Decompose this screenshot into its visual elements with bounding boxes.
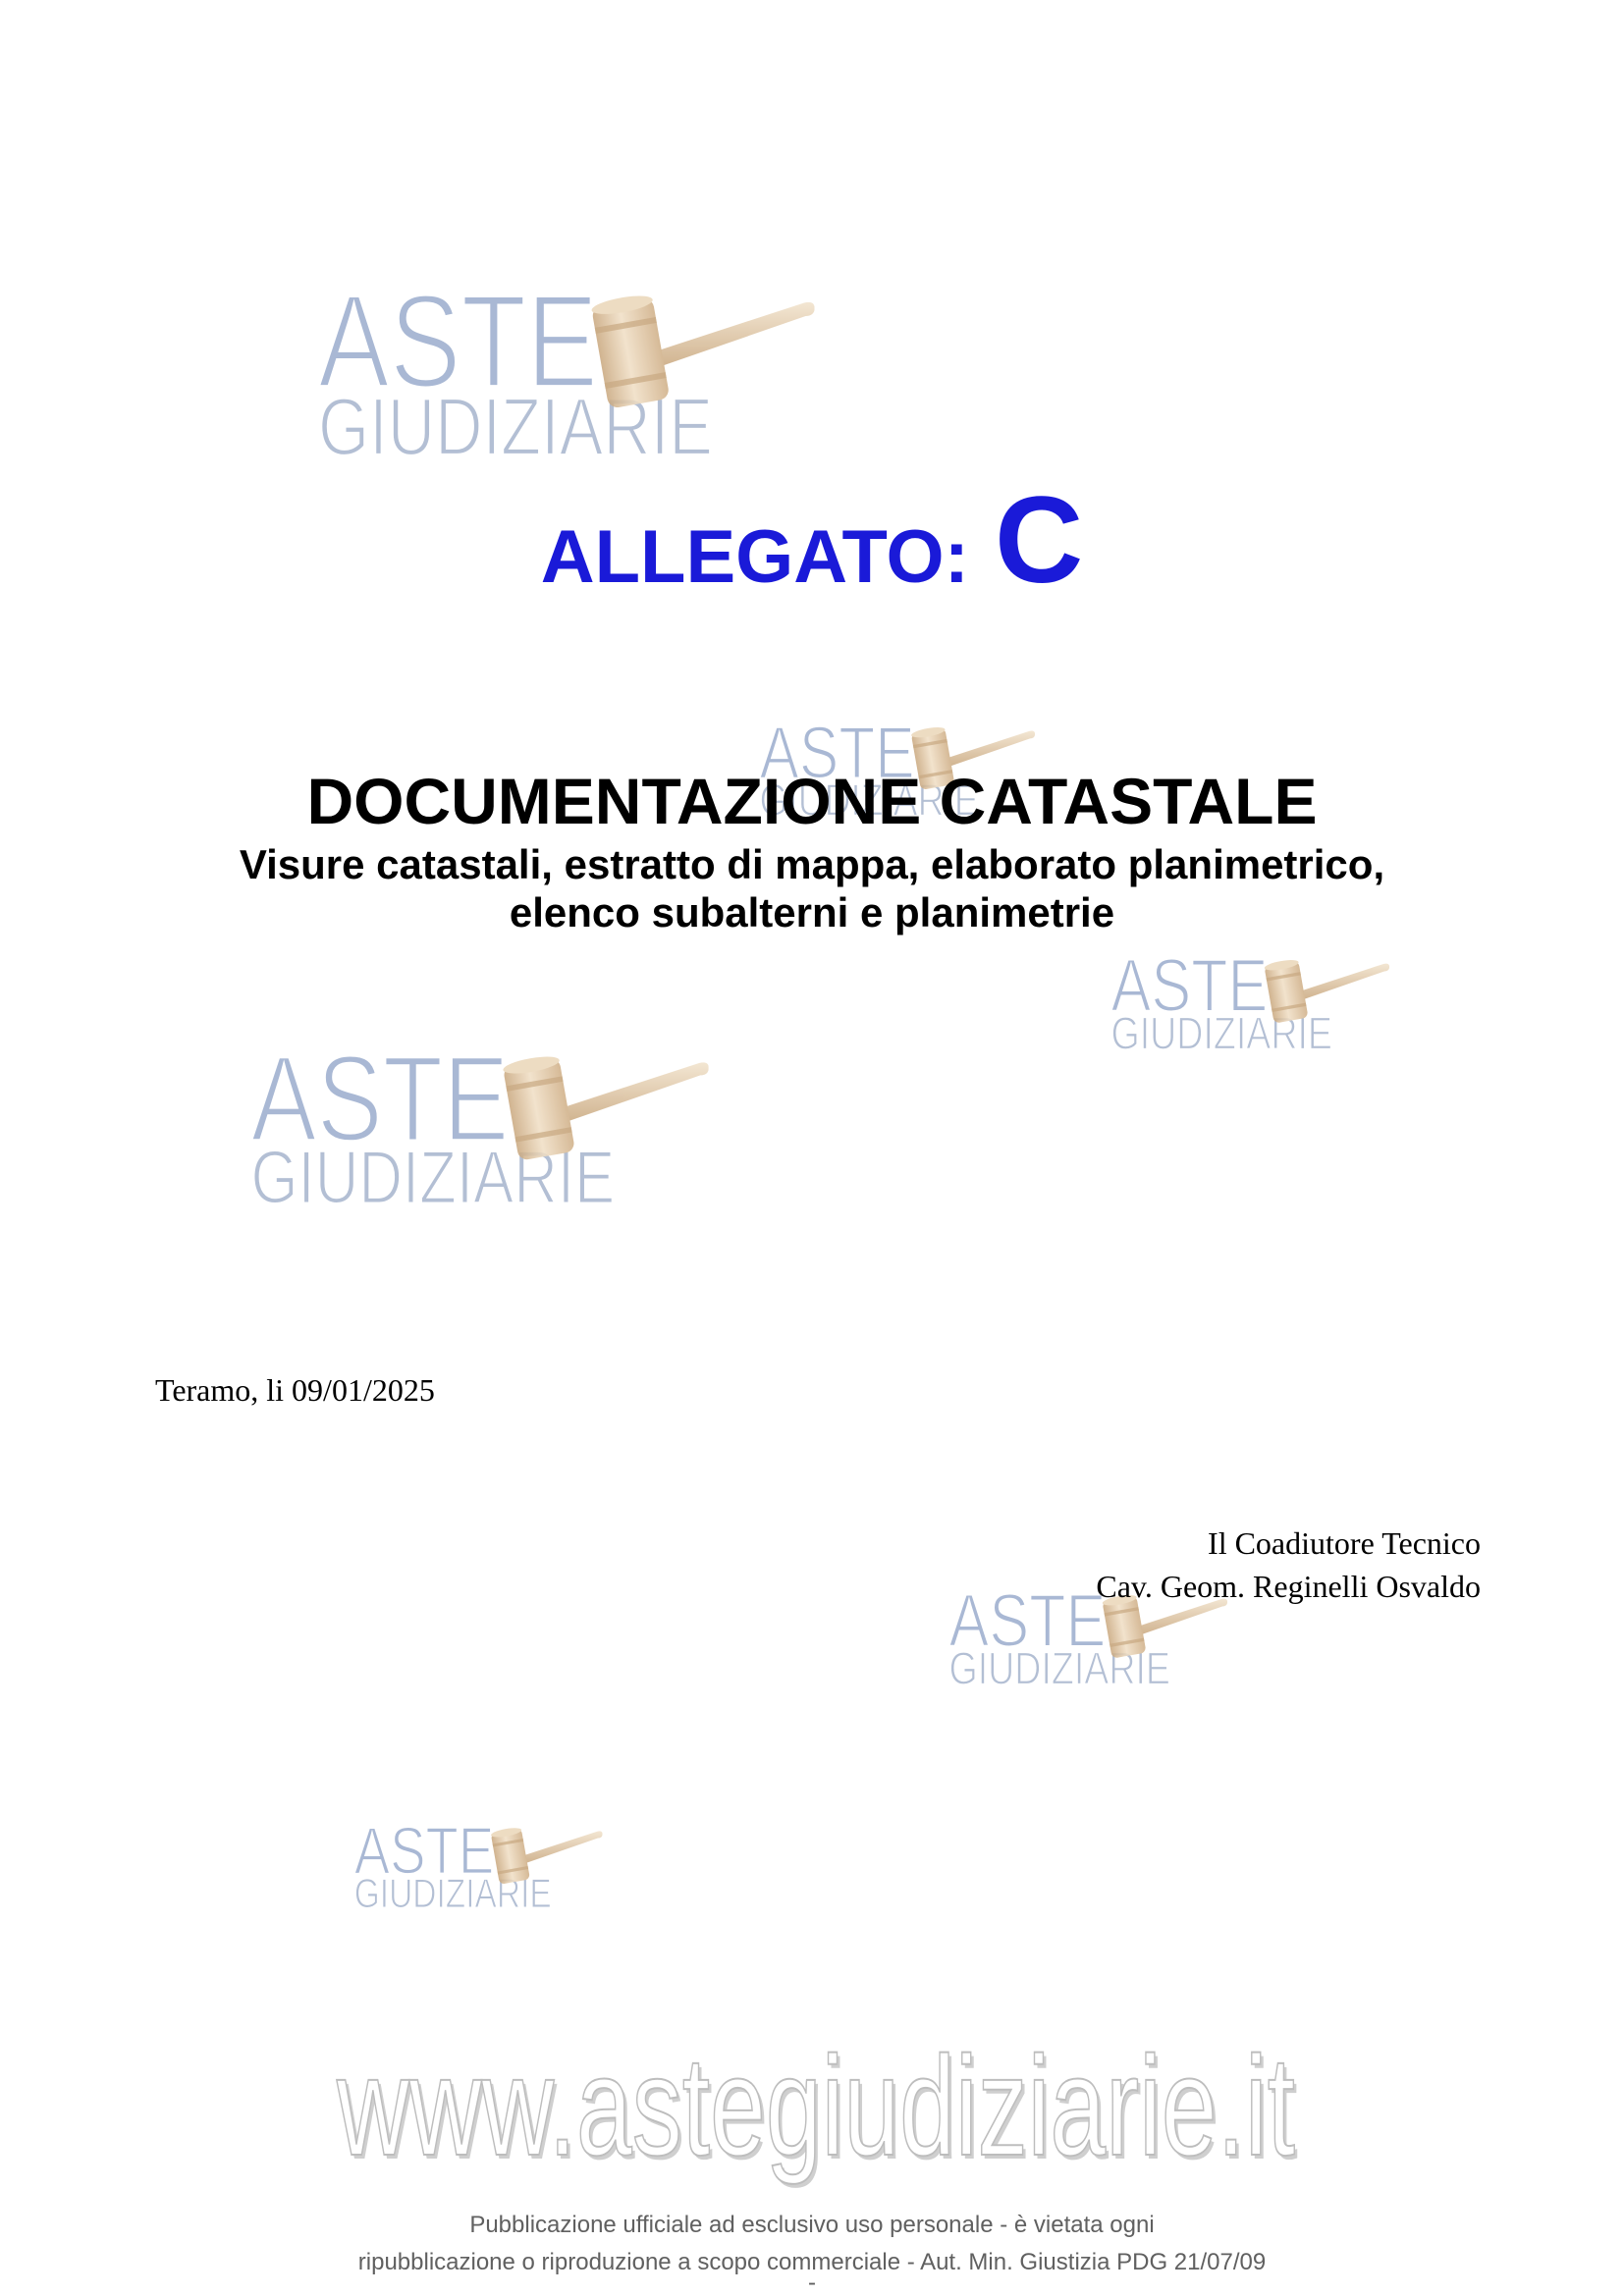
website-watermark-shadow: www.astegiudiziarie.it bbox=[339, 2032, 1298, 2189]
website-watermark bbox=[324, 2032, 1306, 2189]
website-watermark-text: www.astegiudiziarie.it bbox=[336, 2032, 1295, 2185]
signature-role: Il Coadiutore Tecnico bbox=[1208, 1525, 1481, 1561]
subtitle-line: Visure catastali, estratto di mappa, elaborato planimetrico, bbox=[239, 841, 1385, 887]
page-marker: - bbox=[808, 2269, 816, 2296]
subtitle-line: elenco subalterni e planimetrie bbox=[509, 889, 1115, 935]
attachment-heading bbox=[0, 472, 1624, 609]
place-date: Teramo, li 09/01/2025 bbox=[155, 1372, 435, 1408]
watermark-logo bbox=[313, 284, 815, 460]
notice-line: Pubblicazione ufficiale ad esclusivo uso personale - è vietata ogni bbox=[469, 2212, 1155, 2238]
document-subtitle bbox=[0, 840, 1624, 936]
watermark-logo bbox=[1109, 953, 1389, 1052]
document-title: DOCUMENTAZIONE CATASTALE bbox=[306, 765, 1318, 837]
attachment-label: ALLEGATO: bbox=[540, 515, 969, 599]
watermark-logo bbox=[352, 1822, 603, 1910]
watermark-logo bbox=[246, 1045, 709, 1208]
attachment-letter: C bbox=[994, 472, 1084, 609]
notice-line: ripubblicazione o riproduzione a scopo commerciale - Aut. Min. Giustizia PDG 21/07/09 bbox=[357, 2249, 1267, 2275]
signature-name: Cav. Geom. Reginelli Osvaldo bbox=[1096, 1569, 1481, 1604]
signature-block bbox=[1096, 1522, 1481, 1608]
